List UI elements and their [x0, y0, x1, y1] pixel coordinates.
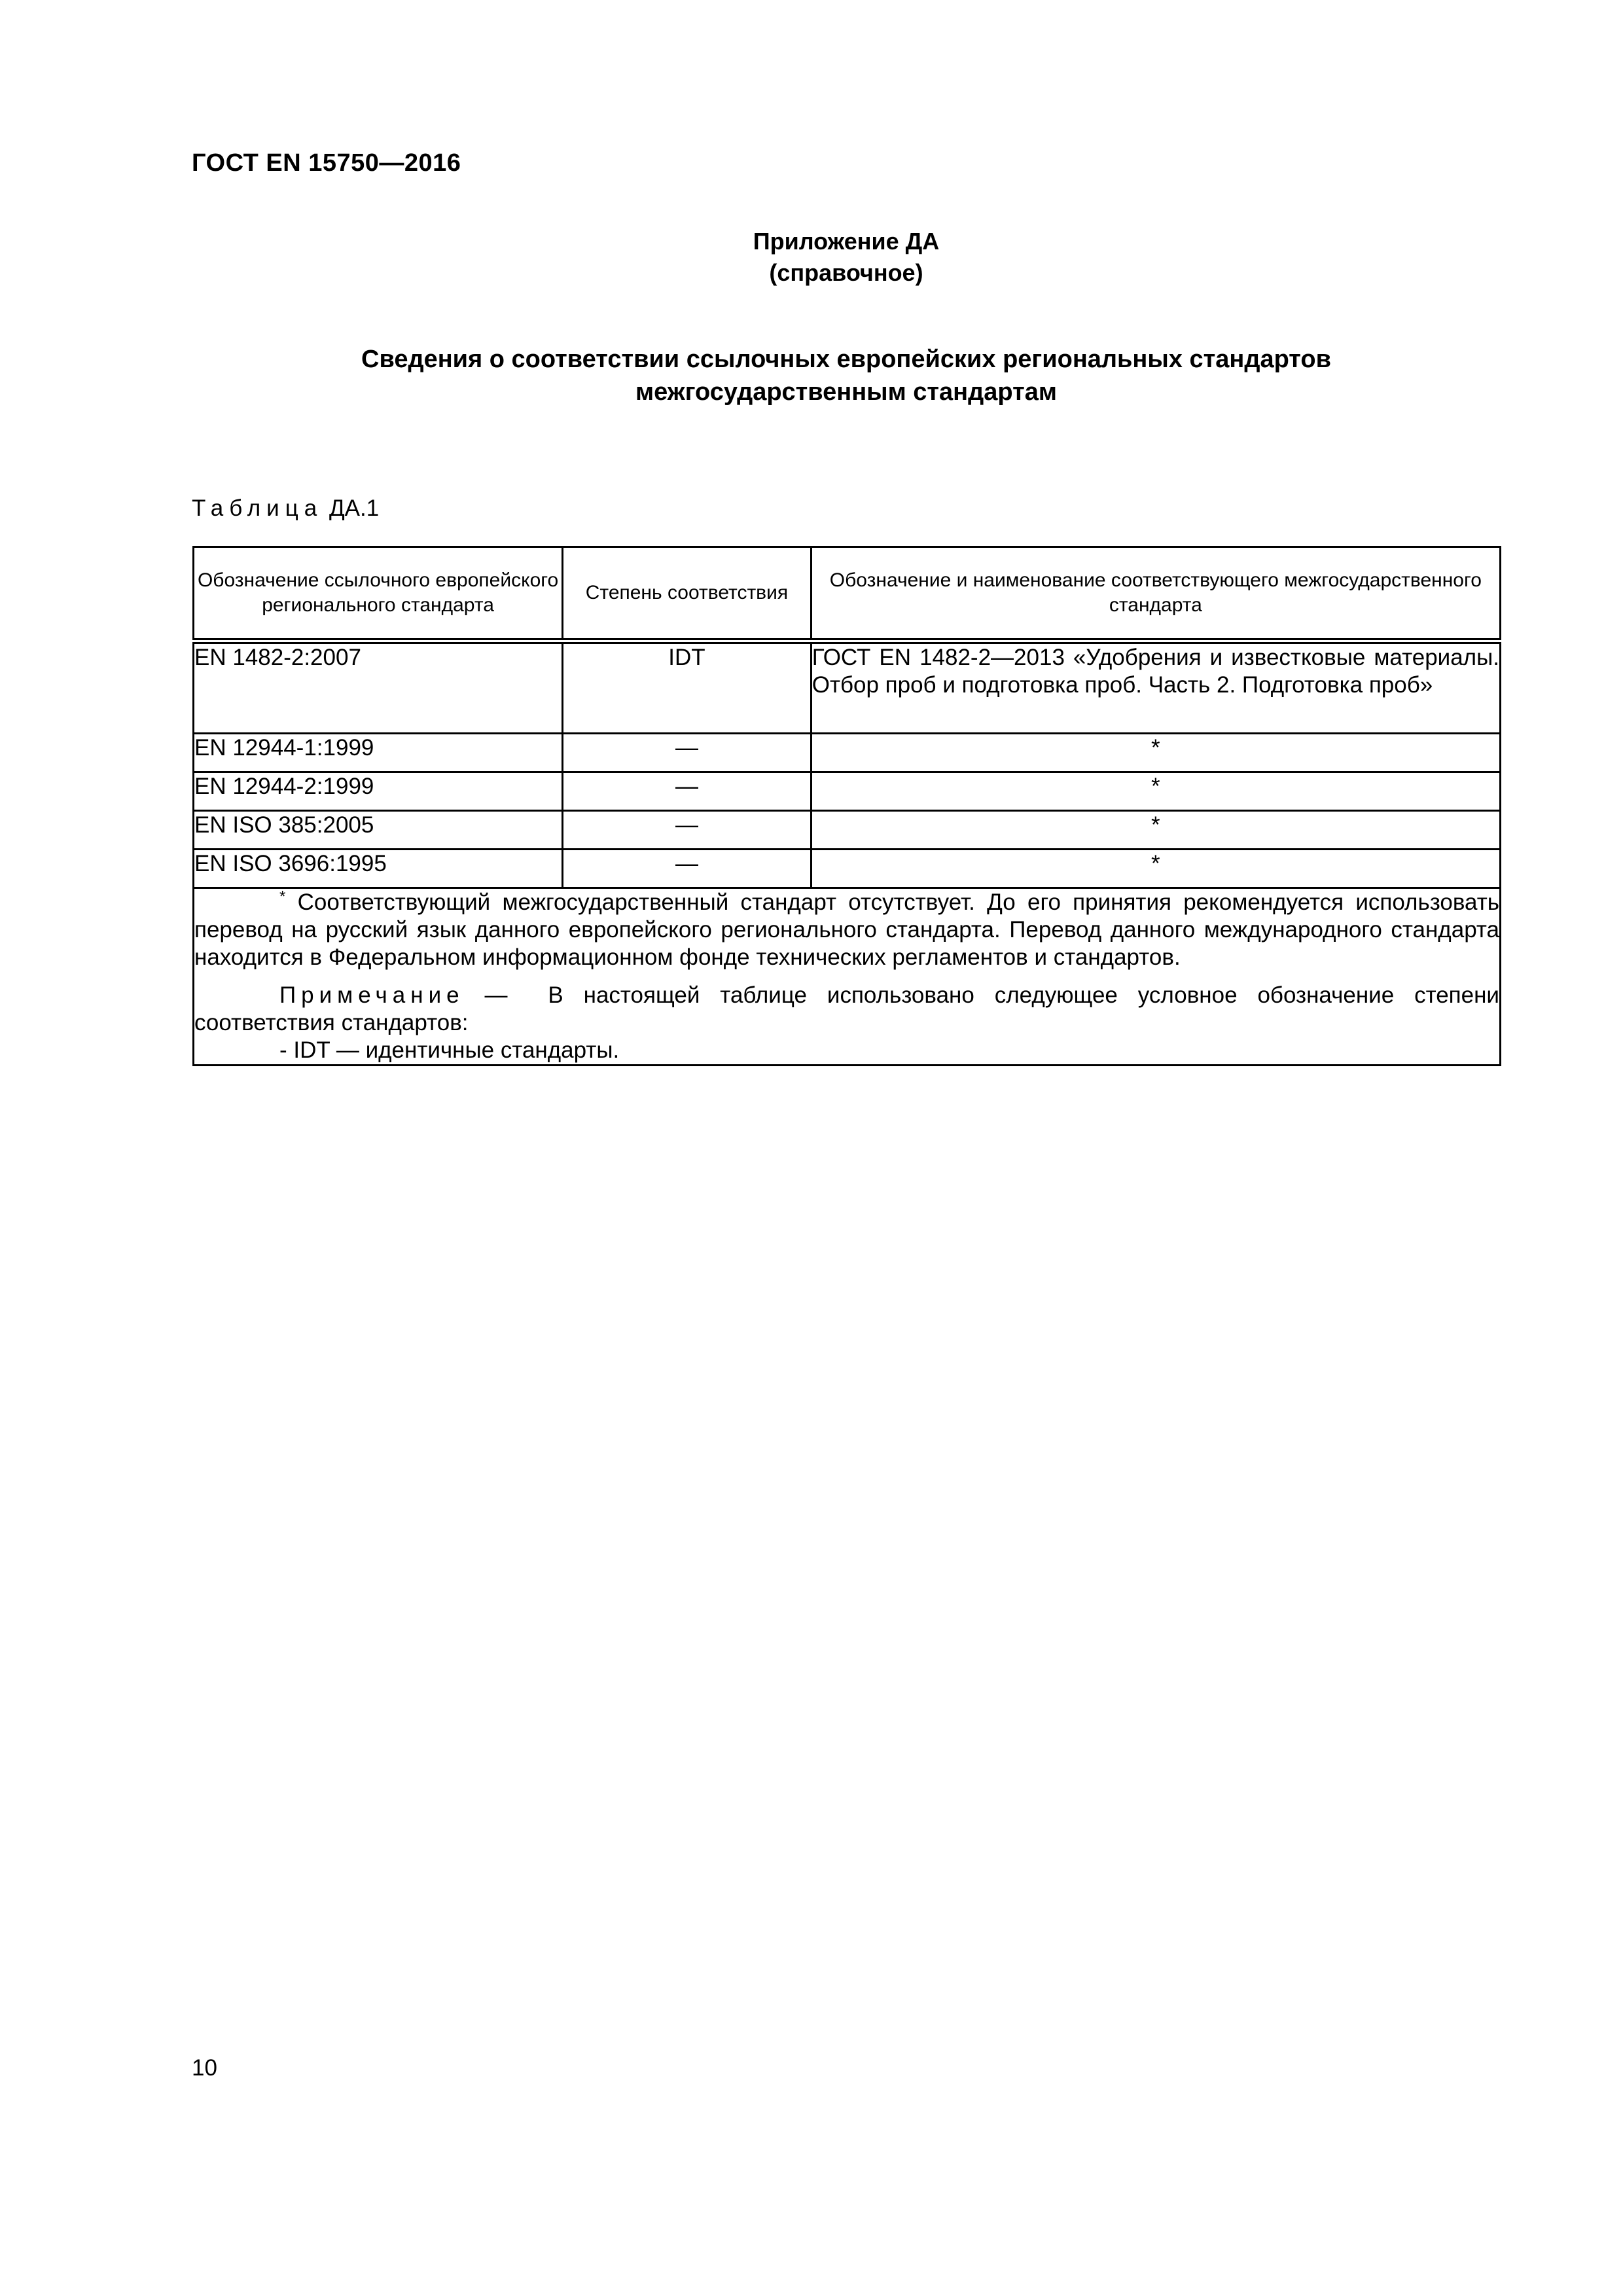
table-caption-number: ДА.1 — [329, 495, 380, 521]
cell-standard: * — [811, 850, 1500, 888]
cell-reference: EN ISO 385:2005 — [194, 811, 563, 850]
table-row — [194, 811, 1501, 850]
section-title — [192, 343, 1501, 408]
footnote — [194, 889, 1499, 971]
table-row — [194, 734, 1501, 772]
cell-reference: EN 12944-2:1999 — [194, 772, 563, 811]
document-code: ГОСТ EN 15750—2016 — [192, 149, 461, 177]
footnote-text: Соответствующий межгосударственный стандарт отсутствует. До его принятия рекомендуется использовать перевод на русский язык данного европейского регионального стандарта. Перевод данного международного стандарта находится в Федеральном информационном фонде технических регламентов и стандартов. — [194, 889, 1499, 970]
header-reference-standard: Обозначение ссылочного европейского регионального стандарта — [194, 547, 563, 641]
correspondence-table — [192, 546, 1501, 1066]
cell-standard: * — [811, 772, 1500, 811]
cell-reference: EN ISO 3696:1995 — [194, 850, 563, 888]
cell-reference: EN 1482-2:2007 — [194, 641, 563, 734]
cell-standard: * — [811, 811, 1500, 850]
section-title-line-2: межгосударственным стандартам — [635, 378, 1057, 406]
appendix-type: (справочное) — [769, 259, 923, 286]
cell-degree: — — [563, 772, 812, 811]
cell-degree: — — [563, 811, 812, 850]
appendix-title: Приложение ДА — [753, 228, 940, 255]
note — [194, 982, 1499, 1037]
table-header-row — [194, 547, 1501, 641]
appendix-heading — [192, 226, 1501, 289]
note-item: - IDT — идентичные стандарты. — [279, 1037, 620, 1063]
cell-standard: ГОСТ EN 1482-2—2013 «Удобрения и известковые материалы. Отбор проб и подготовка проб. Часть 2. Подготовка проб» — [811, 641, 1500, 734]
footnote-mark: * — [279, 888, 286, 906]
table-row — [194, 772, 1501, 811]
cell-standard: * — [811, 734, 1500, 772]
cell-degree: IDT — [563, 641, 812, 734]
table-notes — [194, 888, 1501, 1066]
cell-reference: EN 12944-1:1999 — [194, 734, 563, 772]
cell-degree: — — [563, 734, 812, 772]
table-caption-label: Таблица — [192, 495, 323, 521]
cell-degree: — — [563, 850, 812, 888]
note-text: В настоящей таблице использовано следующее условное обозначение степени соответствия стандартов: — [194, 982, 1499, 1035]
header-degree: Степень соответствия — [563, 547, 812, 641]
note-label: Примечание — [279, 982, 465, 1008]
header-interstate-standard: Обозначение и наименование соответствующего межгосударственного стандарта — [811, 547, 1500, 641]
table-row — [194, 850, 1501, 888]
table-row — [194, 641, 1501, 734]
table-caption — [192, 495, 379, 522]
note-dash: — — [484, 982, 508, 1008]
page-number: 10 — [192, 2055, 217, 2081]
section-title-line-1: Сведения о соответствии ссылочных европейских региональных стандартов — [361, 346, 1331, 373]
table-notes-row — [194, 888, 1501, 1066]
